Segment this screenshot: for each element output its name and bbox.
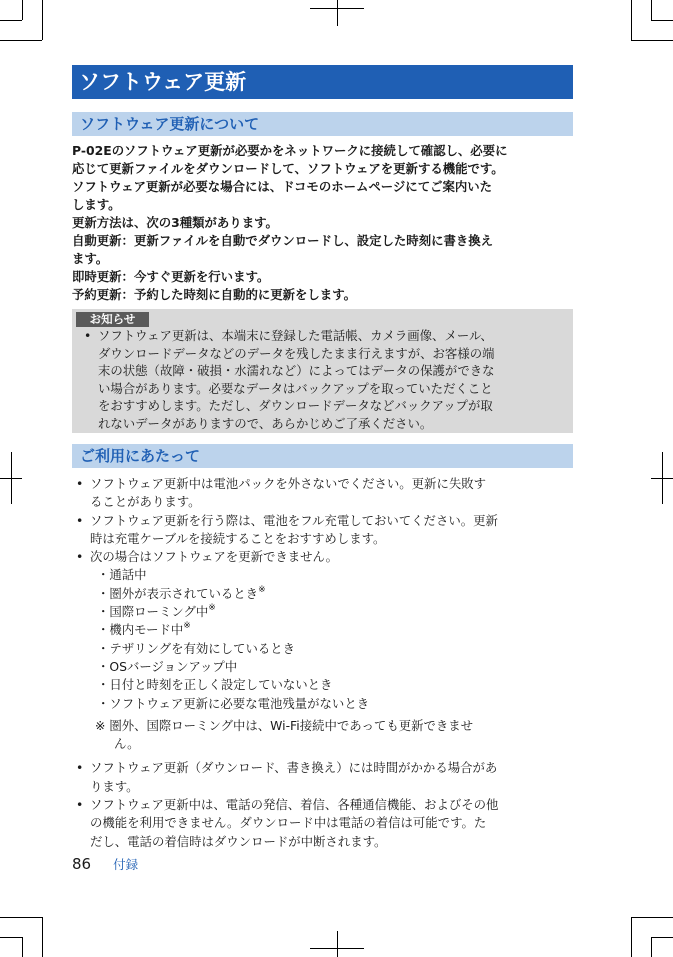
notice-line: ダウンロードデータなどのデータを残したまま行えますが、お客様の端 [98,345,495,361]
sub-item: ・OSバージョンアップ中 [97,658,238,674]
crop-mark [651,937,652,957]
list-item-cont: 時は充電ケーブルを接続することをおすすめします。 [90,530,386,546]
intro-line: 更新方法は、次の3種類があります。 [72,215,278,230]
list-item: • ソフトウェア更新中は、電話の発信、着信、各種通信機能、およびその他 [72,796,573,814]
intro-line: 予約更新：予約した時刻に自動的に更新をします。 [72,287,356,302]
list-item: • ソフトウェア更新（ダウンロード、書き換え）には時間がかかる場合があ [72,759,573,777]
crop-mark [42,917,43,957]
crop-mark [337,931,338,957]
intro-line: します。 [72,197,121,212]
sub-item: ・通話中 [97,567,147,583]
crop-mark [631,40,673,41]
notice-label: お知らせ [76,312,149,327]
notice-line: をおすすめします。ただし、ダウンロードデータなどバックアップが取 [98,398,493,414]
crop-mark [631,0,632,40]
crop-mark [651,937,673,938]
bullet-icon: • [76,476,84,491]
usage-list [72,475,573,851]
intro-line: 応じて更新ファイルをダウンロードして、ソフトウェアを更新する機能です。 [72,161,504,176]
notice-line [80,327,570,345]
crop-mark [22,937,23,957]
intro-line: ます。 [72,251,109,266]
notice-line: い場合があります。必要なデータはバックアップを取っていただくこと [98,380,493,396]
section-heading-usage: ご利用にあたって [72,444,573,468]
crop-mark [337,0,338,26]
list-item-cont: の機能を利用できません。ダウンロード中は電話の着信は可能です。た [90,815,487,831]
sub-item: ・機内モード中※ [97,621,191,638]
crop-mark [11,452,12,504]
crop-mark [0,937,22,938]
crop-mark [631,917,673,918]
crop-mark [0,40,42,41]
list-item-cont: ることがあります。 [90,494,201,510]
crop-mark [651,20,673,21]
page-footer [72,855,138,874]
list-item: • ソフトウェア更新を行う際は、電池をフル充電しておいてください。更新 [72,512,573,530]
notice-line: れないデータがありますので、あらかじめご了承ください。 [98,415,433,431]
notice-box [72,309,573,433]
bullet-icon: • [76,797,84,813]
crop-mark [631,917,632,957]
list-item-cont: ります。 [90,778,139,794]
page-number: 86 [72,855,92,873]
crop-mark [0,917,42,918]
crop-mark [662,452,663,504]
crop-mark [42,0,43,40]
footnote: ※ 圏外、国際ローミング中は、Wi-Fi接続中であっても更新できませ [95,717,474,733]
sub-item: ・ソフトウェア更新に必要な電池残量がないとき [97,695,370,711]
bullet-icon: • [76,760,84,776]
crop-mark [22,0,23,20]
bullet-icon: • [84,328,92,343]
notice-body [80,327,570,433]
intro-line: P-02Eのソフトウェア更新が必要かをネットワークに接続して確認し、必要に [72,143,508,158]
page-title: ソフトウェア更新 [72,65,573,99]
list-item-cont: だし、電話の着信時はダウンロードが中断されます。 [90,833,387,849]
sub-item: ・日付と時刻を正しく設定していないとき [97,677,333,693]
list-item: • 次の場合はソフトウェアを更新できません。 [72,548,573,566]
bullet-icon: • [76,512,84,528]
footnote-cont: ん。 [114,736,140,752]
sub-item: ・国際ローミング中※ [97,603,216,620]
section-heading-software-update: ソフトウェア更新について [72,112,573,136]
intro-text [72,142,573,304]
notice-line: 末の状態（故障・破損・水濡れなど）によってはデータの保護ができな [98,363,495,379]
intro-line: 自動更新：更新ファイルを自動でダウンロードし、設定した時刻に書き換え [72,233,494,248]
sub-item: ・テザリングを有効にしているとき [97,640,296,656]
sub-item: ・圏外が表示されているとき※ [97,584,266,601]
section-label: 付録 [113,857,139,872]
list-item: • ソフトウェア更新中は電池パックを外さないでください。更新に失敗す [72,475,573,493]
intro-line: ソフトウェア更新が必要な場合には、ドコモのホームページにてご案内いた [72,179,493,194]
crop-mark [651,0,652,20]
notice-text: ソフトウェア更新は、本端末に登録した電話帳、カメラ画像、メール、 [98,328,493,343]
crop-mark [0,20,22,21]
bullet-icon: • [76,549,84,565]
intro-line: 即時更新：今すぐ更新を行います。 [72,269,270,284]
